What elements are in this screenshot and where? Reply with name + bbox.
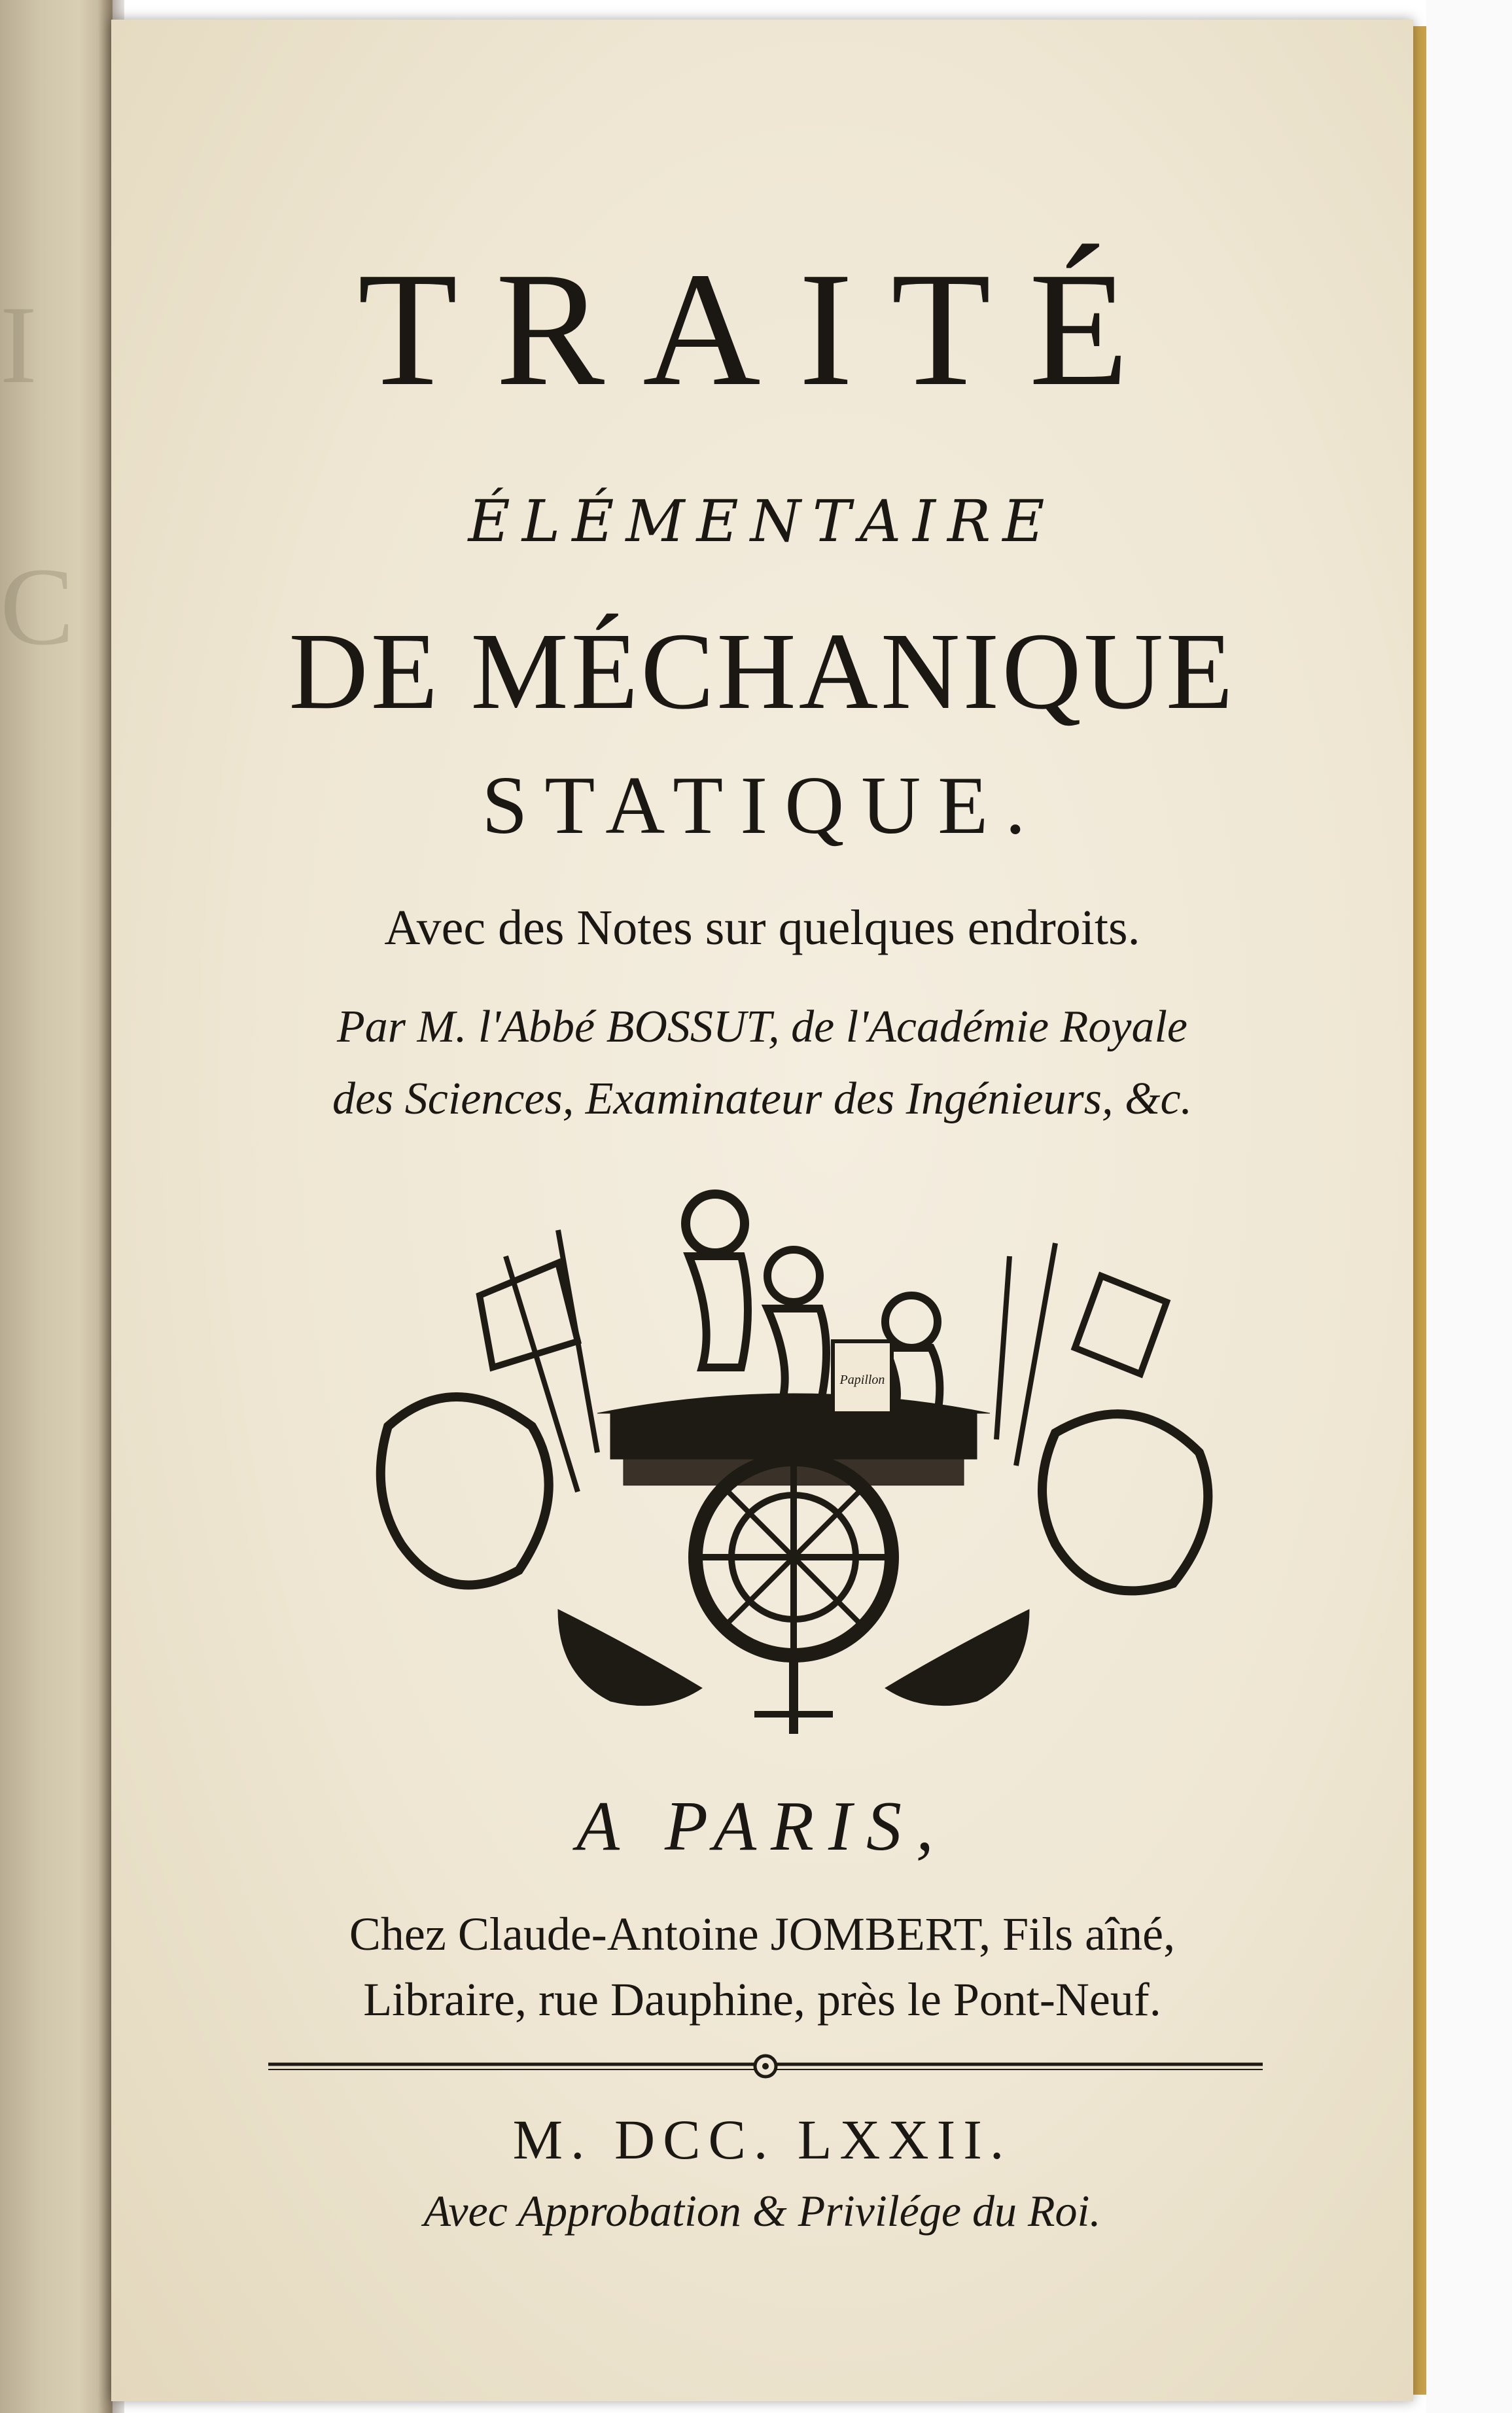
imprint-city: A PARIS, bbox=[576, 1788, 948, 1865]
show-through-letter: I bbox=[0, 283, 37, 406]
facing-left-page bbox=[0, 0, 113, 2413]
book-title: TRAITÉ bbox=[357, 239, 1167, 420]
author-line-2: des Sciences, Examinateur des Ingénieurs, &c. bbox=[332, 1074, 1193, 1124]
background bbox=[1426, 0, 1512, 2413]
publisher-line-2: Libraire, rue Dauphine, près le Pont-Neuf. bbox=[363, 1973, 1161, 2026]
publisher-line-1: Chez Claude-Antoine JOMBERT, Fils aîné, bbox=[349, 1908, 1176, 1960]
title-page bbox=[111, 20, 1413, 2401]
book-subject-2: STATIQUE. bbox=[482, 760, 1043, 851]
book-subtitle: ÉLÉMENTAIRE bbox=[468, 487, 1057, 555]
gilt-page-edge bbox=[1412, 26, 1426, 2395]
privilege-line: Avec Approbation & Privilége du Roi. bbox=[423, 2186, 1101, 2236]
ornamental-rule bbox=[268, 2048, 1263, 2081]
author-line-1: Par M. l'Abbé BOSSUT, de l'Académie Royale bbox=[337, 1002, 1187, 1052]
book-subject: DE MÉCHANIQUE bbox=[289, 610, 1236, 732]
publication-date: M. DCC. LXXII. bbox=[512, 2108, 1012, 2171]
vignette-engraving bbox=[362, 1152, 1232, 1740]
show-through-letter: C bbox=[0, 545, 75, 668]
vignette-book-label: Papillon bbox=[839, 1373, 885, 1387]
notes-line: Avec des Notes sur quelques endroits. bbox=[384, 900, 1140, 955]
